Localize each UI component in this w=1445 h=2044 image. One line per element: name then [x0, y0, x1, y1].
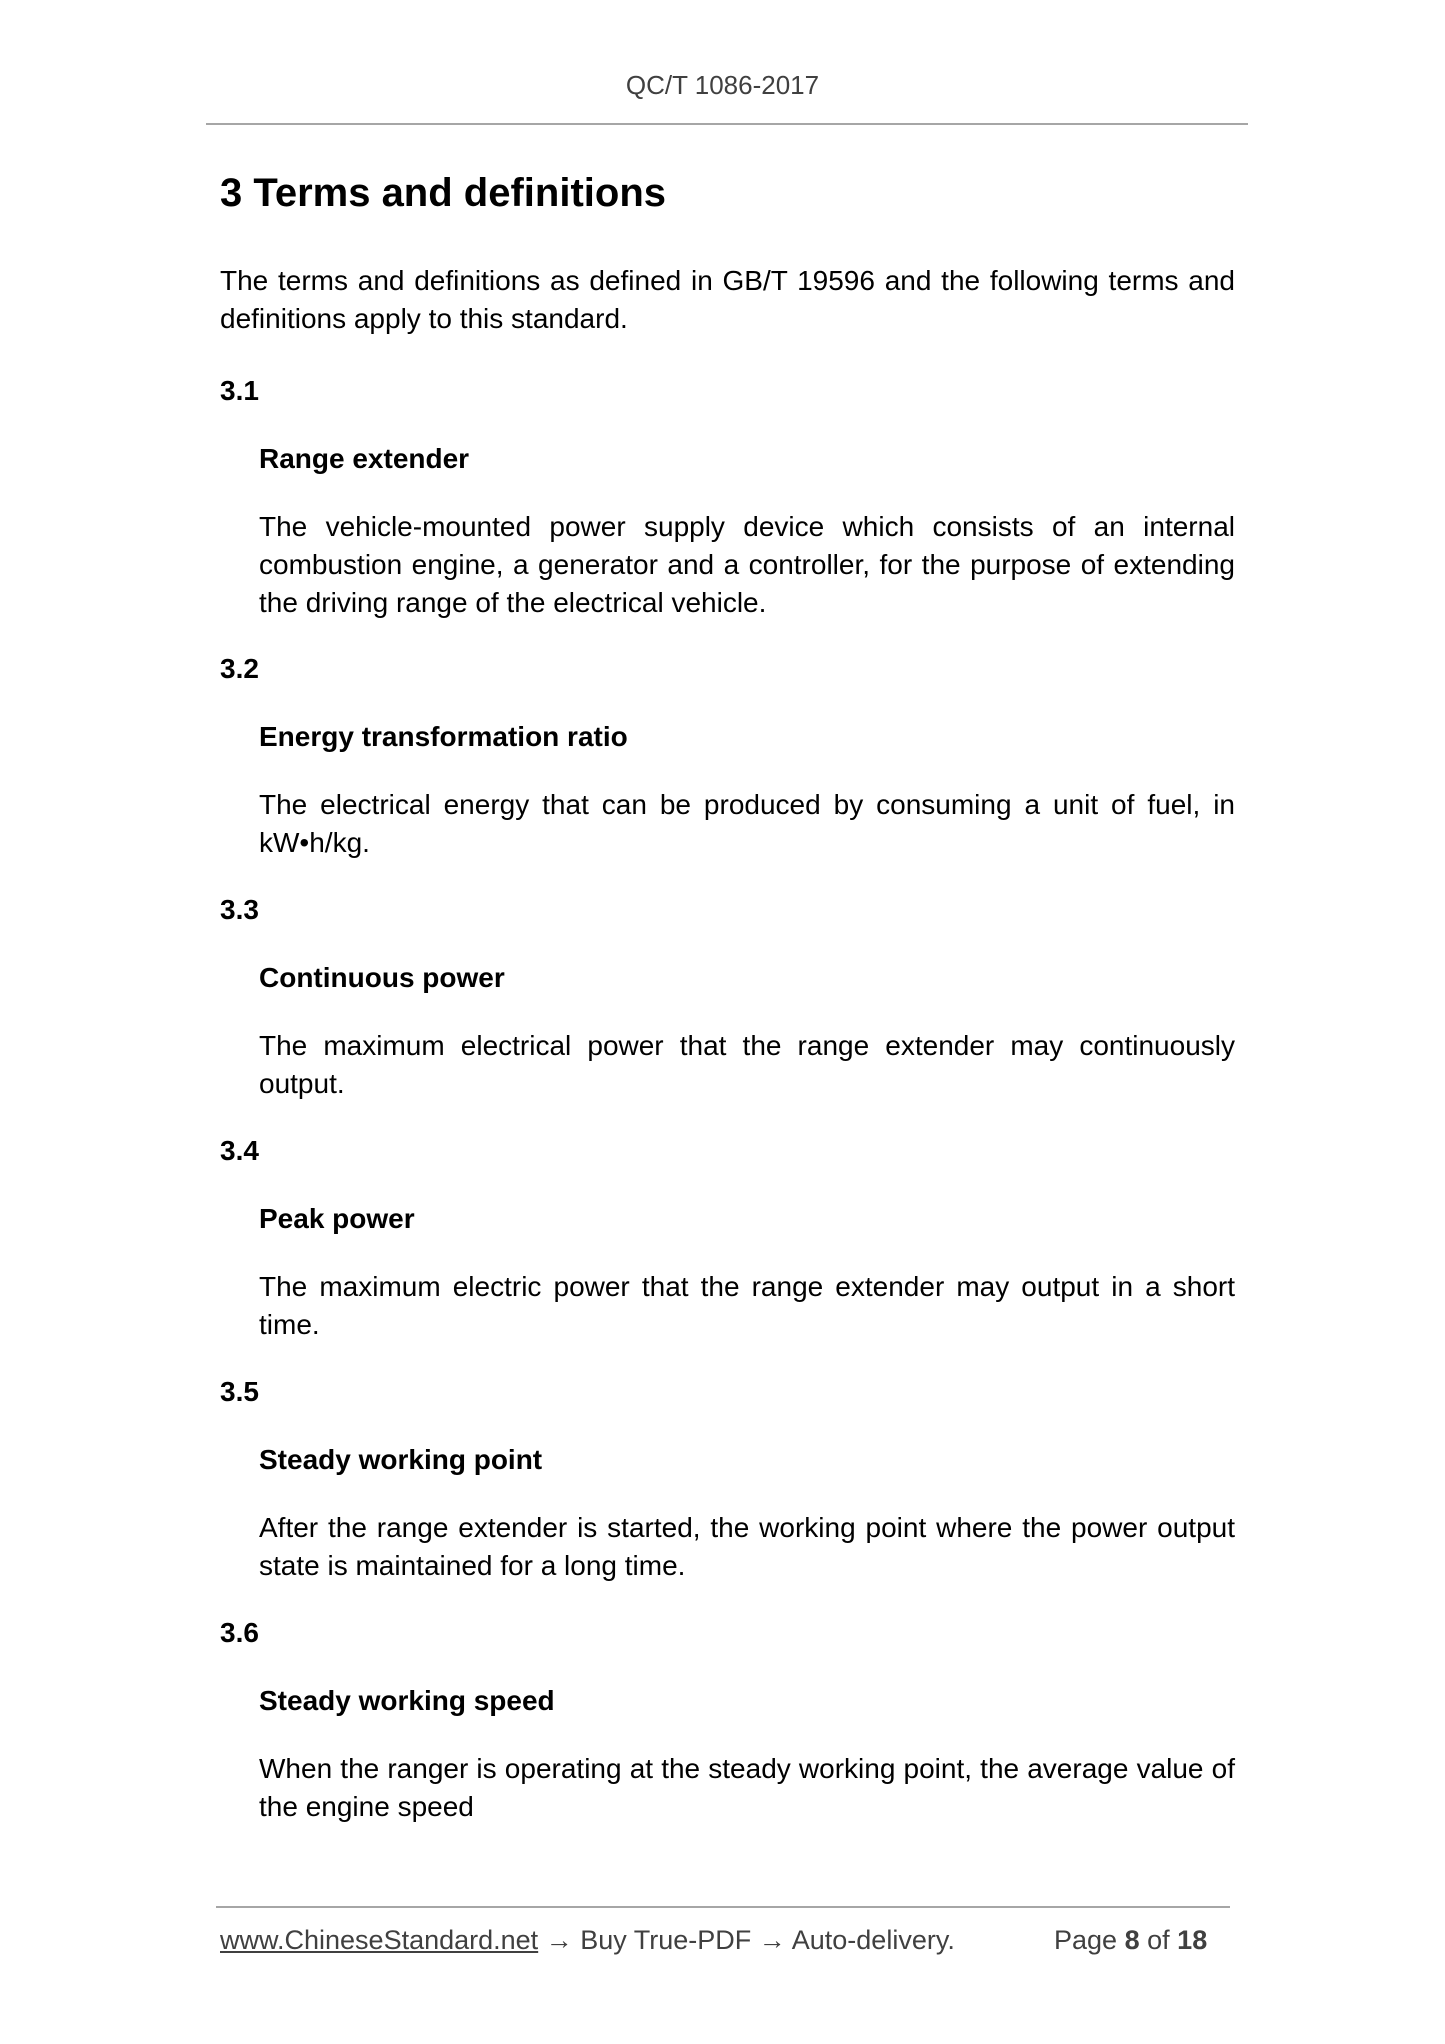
- term-3-4: [220, 1132, 1235, 1340]
- term-definition: After the range extender is started, the working point where the power output state is maintained for a long time.: [259, 1512, 1235, 1581]
- term-name: Steady working speed: [259, 1685, 555, 1716]
- section-title: 3 Terms and definitions: [220, 171, 666, 215]
- footer-divider: [216, 1906, 1230, 1908]
- term-definition: The electrical energy that can be produced by consuming a unit of fuel, in kW•h/kg.: [259, 789, 1235, 858]
- page-current: 8: [1124, 1925, 1140, 1955]
- header-divider: [206, 123, 1248, 125]
- term-3-1: [220, 372, 1235, 618]
- page-total: 18: [1177, 1925, 1208, 1955]
- document-header: QC/T 1086-2017: [625, 70, 820, 100]
- term-number: 3.4: [220, 1135, 259, 1166]
- term-number: 3.3: [220, 894, 259, 925]
- term-name: Steady working point: [259, 1444, 543, 1475]
- footer-promo: [220, 1925, 955, 1956]
- term-name: Peak power: [259, 1203, 415, 1234]
- footer-tagline: → Buy True-PDF → Auto-delivery.: [545, 1925, 955, 1955]
- term-definition: The vehicle-mounted power supply device which consists of an internal combustion engine, a generator and a controller, for the purpose of extending the driving range of the electrical vehicle.: [259, 511, 1235, 618]
- term-3-6: [220, 1614, 1235, 1822]
- section-intro: The terms and definitions as defined in GB/T 19596 and the following terms and definitions apply to this standard.: [220, 265, 1235, 334]
- term-definition: The maximum electrical power that the range extender may continuously output.: [259, 1030, 1235, 1099]
- term-name: Continuous power: [259, 962, 505, 993]
- page-of: of: [1147, 1925, 1170, 1955]
- term-definition: When the ranger is operating at the steady working point, the average value of the engine speed: [259, 1753, 1235, 1822]
- term-3-2: [220, 650, 1235, 858]
- term-definition: The maximum electric power that the range extender may output in a short time.: [259, 1271, 1235, 1340]
- page-indicator: [1054, 1925, 1207, 1956]
- term-3-3: [220, 891, 1235, 1099]
- term-number: 3.5: [220, 1376, 259, 1407]
- term-number: 3.2: [220, 653, 259, 684]
- term-number: 3.6: [220, 1617, 259, 1648]
- term-number: 3.1: [220, 375, 259, 406]
- term-3-5: [220, 1373, 1235, 1581]
- term-name: Energy transformation ratio: [259, 721, 628, 752]
- page-label: Page: [1054, 1925, 1118, 1955]
- term-name: Range extender: [259, 443, 470, 474]
- site-link[interactable]: www.ChineseStandard.net: [220, 1925, 539, 1955]
